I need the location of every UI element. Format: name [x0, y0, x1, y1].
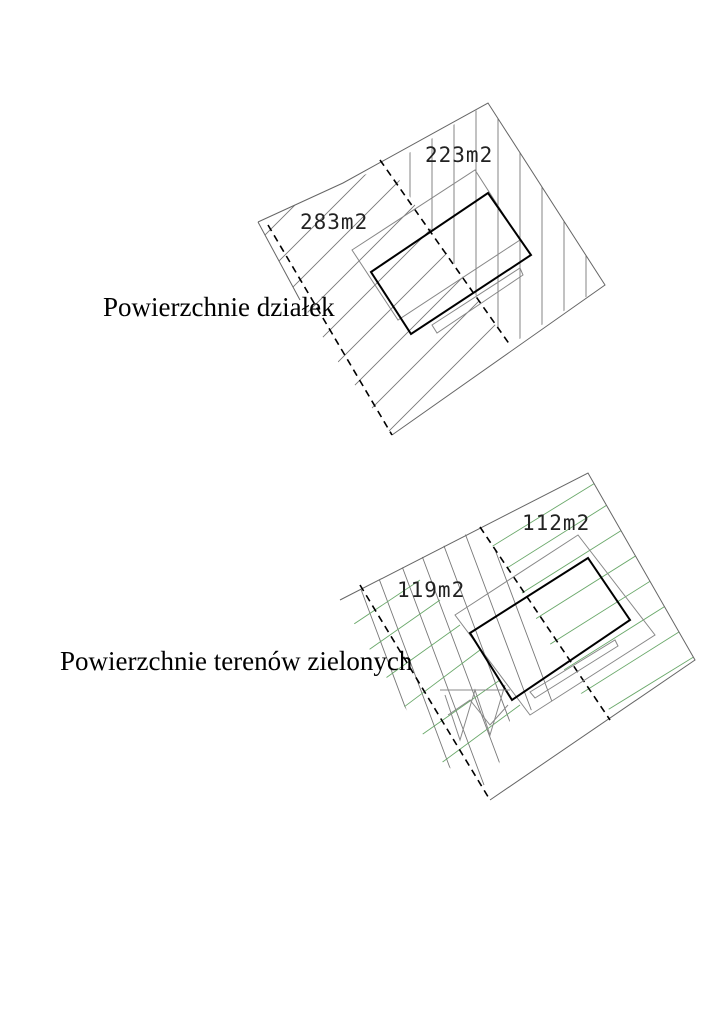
green-area-diagram — [330, 473, 720, 800]
green-left-area: 119m2 — [397, 578, 466, 602]
parcel-right-hatch — [410, 100, 586, 360]
site-outline — [352, 170, 520, 320]
parcel-right-area: 223m2 — [425, 143, 494, 167]
green-areas-caption: Powierzchnie terenów zielonych — [60, 646, 413, 676]
green-terrace-outline — [530, 640, 618, 698]
green-site-outline — [455, 535, 655, 715]
parcel-left-edge — [268, 225, 392, 435]
parcel-areas-caption: Powierzchnie działek — [103, 292, 335, 322]
terrace-outline — [432, 268, 523, 333]
parcel-left-area: 283m2 — [300, 210, 369, 234]
green-right-area: 112m2 — [522, 511, 591, 535]
green-boundary — [340, 473, 695, 800]
